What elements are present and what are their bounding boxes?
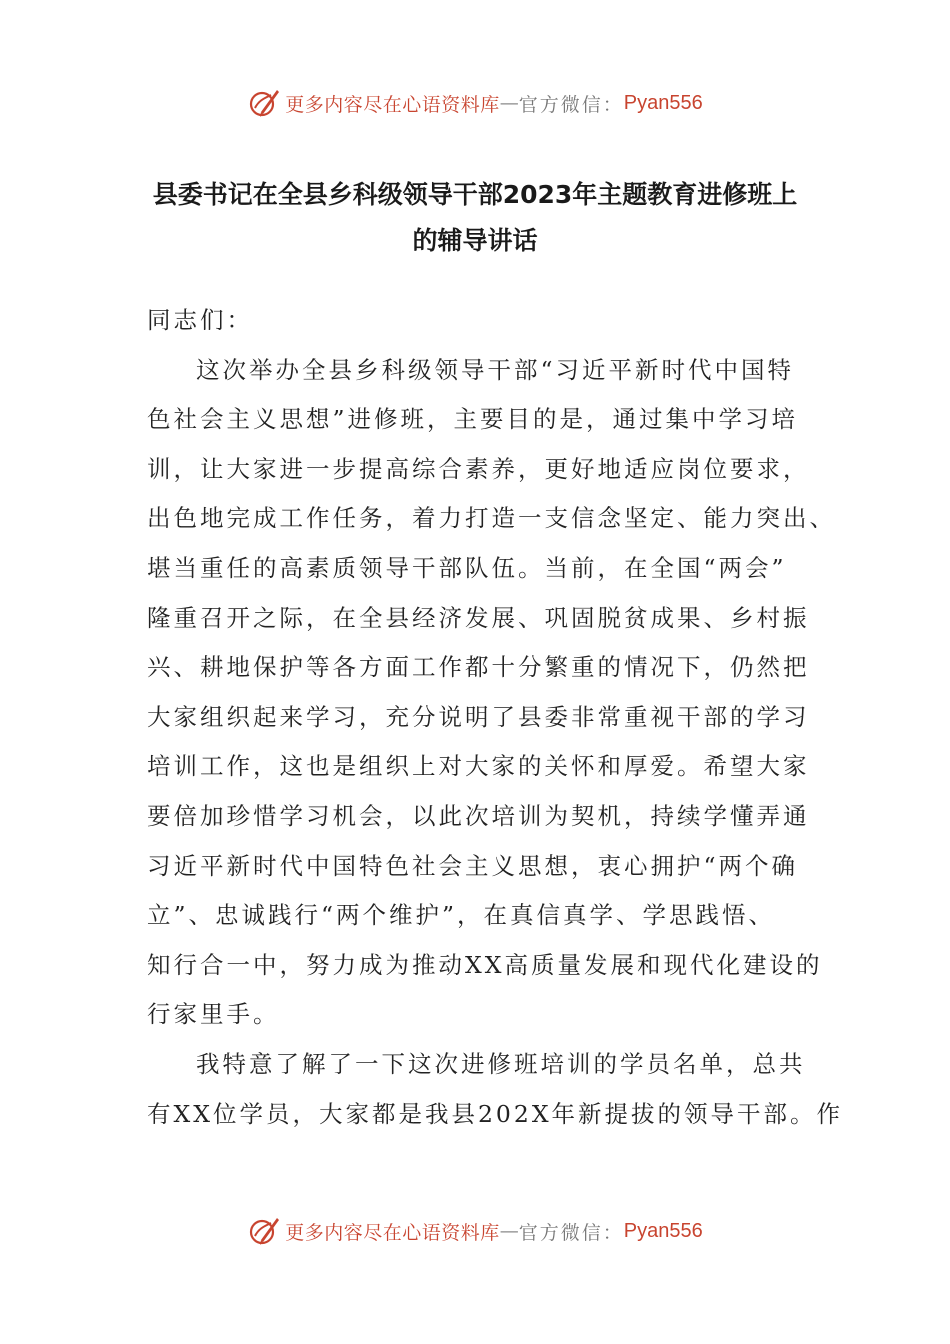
watermark-label: 官方微信： (518, 93, 624, 116)
paragraph-line: 大家组织起来学习，充分说明了县委非常重视干部的学习 (147, 702, 810, 731)
watermark-dash: — (499, 92, 519, 114)
paragraph-line: 我特意了解了一下这次进修班培训的学员名单，总共 (196, 1049, 806, 1078)
paragraph-line: 有XX位学员，大家都是我县202X年新提拔的领导干部。作 (147, 1099, 844, 1128)
paragraph-line: 行家里手。 (147, 1000, 280, 1029)
watermark-text: 更多内容尽在心语资料库 (285, 93, 500, 116)
paragraph-line: 兴、耕地保护等各方面工作都十分繁重的情况下，仍然把 (147, 653, 810, 682)
title-line: 县委书记在全县乡科级领导干部2023年主题教育进修班上 (152, 180, 798, 209)
header-watermark (0, 83, 950, 123)
pen-logo-icon (247, 1214, 281, 1248)
watermark-dash: — (499, 1220, 519, 1242)
paragraph-line: 立”、忠诚践行“两个维护”，在真信真学、学思践悟、 (147, 901, 776, 930)
paragraph-line: 出色地完成工作任务，着力打造一支信念坚定、能力突出、 (147, 504, 836, 533)
paragraph-2 (147, 1040, 844, 1139)
watermark-wechat-id: Pyan556 (623, 91, 703, 114)
paragraph-line: 隆重召开之际，在全县经济发展、巩固脱贫成果、乡村振 (147, 603, 810, 632)
paragraph-line: 训，让大家进一步提高综合素养，更好地适应岗位要求， (147, 454, 810, 483)
document-body (147, 296, 844, 1139)
watermark-text: 更多内容尽在心语资料库 (285, 1221, 500, 1244)
paragraph-line: 要倍加珍惜学习机会，以此次培训为契机，持续学懂弄通 (147, 801, 810, 830)
paragraph-1 (147, 346, 836, 1040)
watermark-wechat-id: Pyan556 (623, 1219, 703, 1242)
paragraph-line: 这次举办全县乡科级领导干部“习近平新时代中国特 (196, 355, 795, 384)
paragraph-line: 色社会主义思想”进修班，主要目的是，通过集中学习培 (147, 405, 799, 434)
salutation: 同志们： (147, 306, 253, 334)
title-line: 的辅导讲话 (412, 226, 538, 255)
paragraph-line: 培训工作，这也是组织上对大家的关怀和厚爱。希望大家 (147, 752, 810, 781)
watermark-label: 官方微信： (518, 1221, 624, 1244)
footer-watermark (0, 1211, 950, 1251)
paragraph-line: 知行合一中，努力成为推动XX高质量发展和现代化建设的 (147, 950, 823, 979)
paragraph-line: 习近平新时代中国特色社会主义思想，衷心拥护“两个确 (147, 851, 799, 880)
document-title (140, 172, 810, 264)
paragraph-line: 堪当重任的高素质领导干部队伍。当前，在全国“两会” (147, 553, 787, 582)
pen-logo-icon (247, 86, 281, 120)
